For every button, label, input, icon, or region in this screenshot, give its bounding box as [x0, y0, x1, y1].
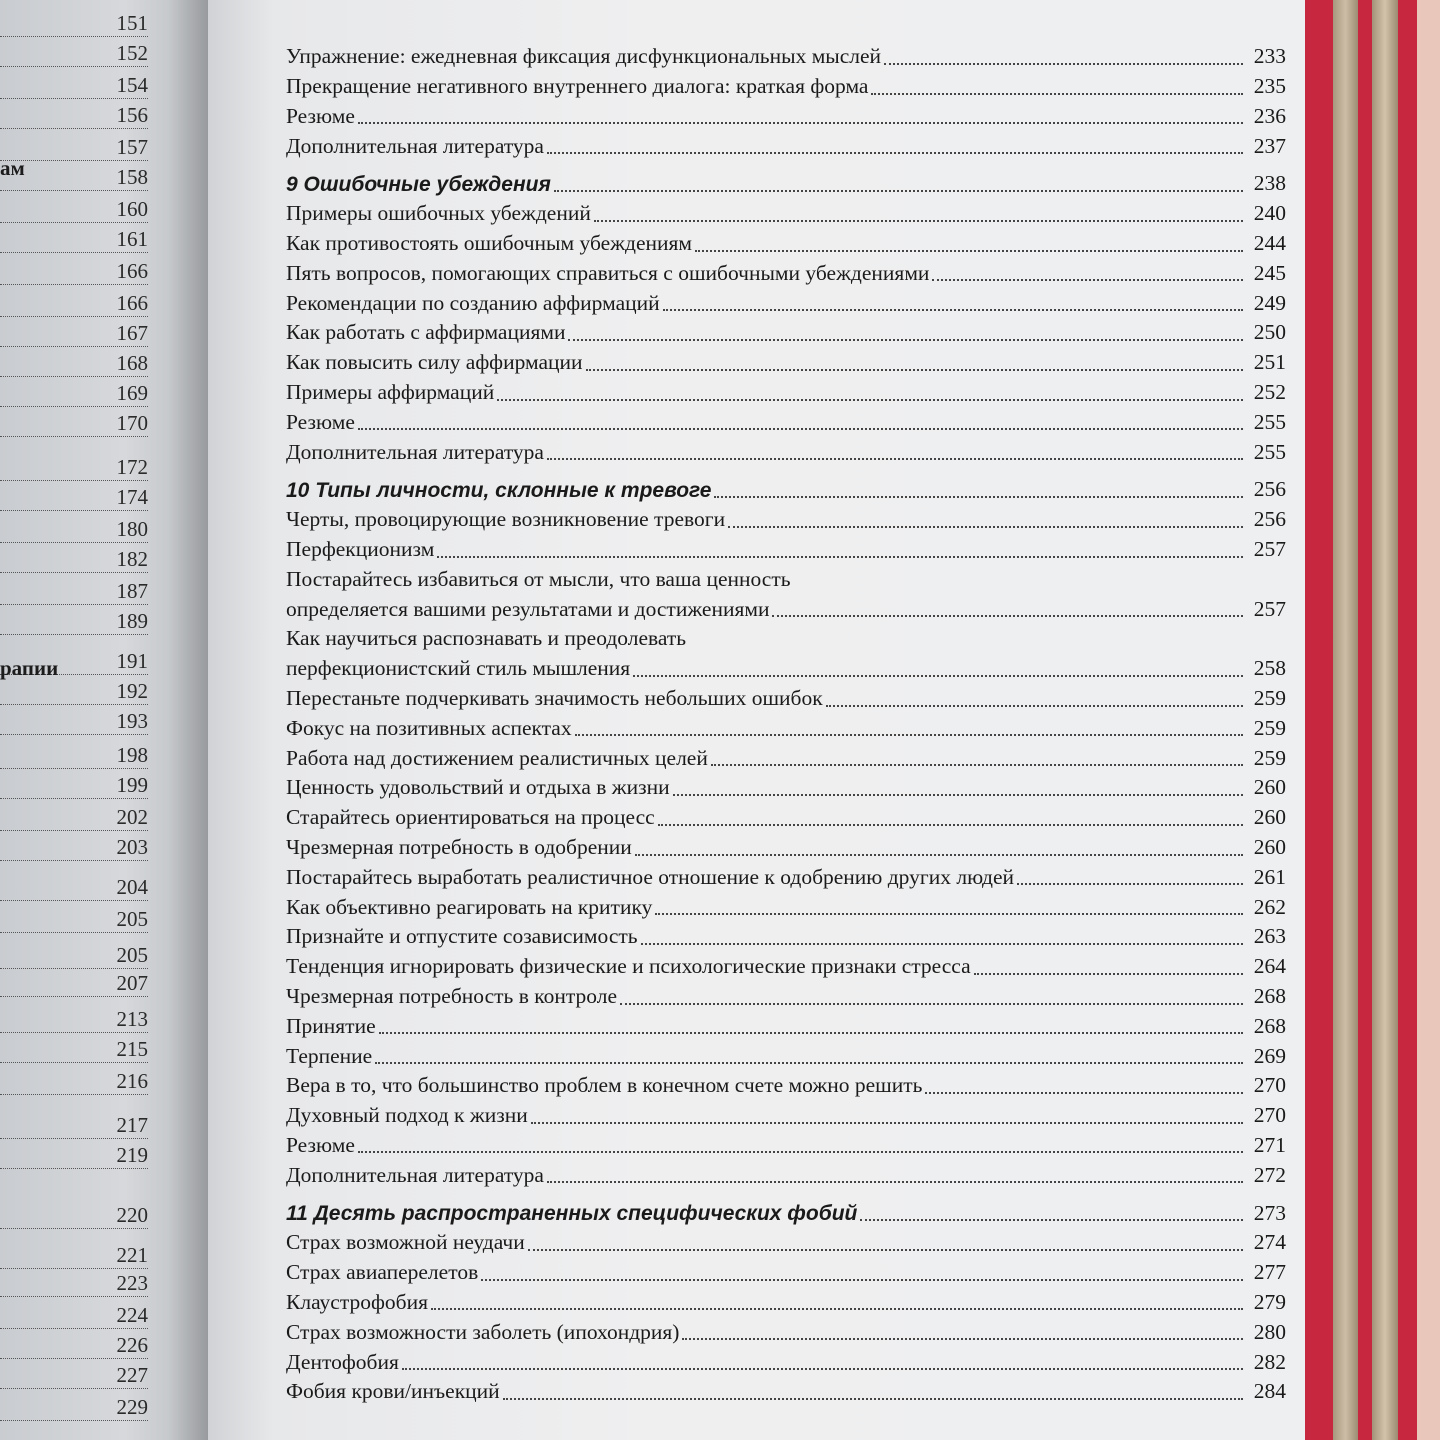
toc-entry-title: Принятие [286, 1013, 376, 1038]
toc-page-number: 277 [1253, 1260, 1286, 1285]
toc-entry-title: Старайтесь ориентироваться на процесс [286, 805, 655, 830]
toc-page-number: 236 [1253, 103, 1286, 128]
previous-page-entry [0, 1330, 148, 1359]
toc-entry-title: Ценность удовольствий и отдыха в жизни [286, 775, 670, 800]
toc-entry [286, 1254, 1286, 1284]
previous-page-entry [0, 1066, 148, 1095]
toc-entry [286, 38, 1286, 68]
toc-entry [286, 433, 1286, 463]
toc-dot-leader [772, 615, 1243, 617]
toc-page-number: 258 [1253, 656, 1286, 681]
toc-entry-title: Упражнение: ежедневная фиксация дисфункциональных мыслей [286, 44, 882, 69]
toc-entry [286, 799, 1286, 829]
toc-entry [286, 769, 1286, 799]
toc-entry-title: Вера в то, что большинство проблем в конечном счете можно решить [286, 1073, 923, 1098]
toc-entry [286, 888, 1286, 918]
toc-entry-title: Терпение [286, 1043, 373, 1068]
toc-entry [286, 314, 1286, 344]
toc-entry-title: Работа над достижением реалистичных целей [286, 745, 708, 770]
toc-page-number: 271 [1253, 1132, 1286, 1157]
toc-entry [286, 531, 1286, 561]
toc-entry-title: 9 Ошибочные убеждения [286, 172, 551, 196]
toc-page-number: 255 [1253, 439, 1286, 464]
toc-dot-leader [547, 1181, 1243, 1183]
previous-page-number: 158 [116, 165, 148, 189]
toc-dot-leader [554, 190, 1243, 192]
toc-entry-title: Прекращение негативного внутреннего диалога: краткая форма [286, 74, 869, 99]
toc-entry [286, 620, 1286, 650]
toc-page-number: 244 [1253, 231, 1286, 256]
previous-page-number: 204 [116, 875, 148, 899]
toc-entry [286, 404, 1286, 434]
previous-page-fragment: ам [0, 156, 25, 180]
toc-entry [286, 98, 1286, 128]
toc-page-number: 260 [1253, 805, 1286, 830]
previous-page-entry [0, 378, 148, 407]
previous-page-entry [0, 968, 148, 997]
toc-page-number: 255 [1253, 409, 1286, 434]
previous-page-number: 202 [116, 805, 148, 829]
toc-dot-leader [431, 1308, 1243, 1310]
toc-entry-title: 11 Десять распространенных специфических фобий [286, 1202, 858, 1226]
toc-page-number: 260 [1253, 775, 1286, 800]
toc-page-number: 268 [1253, 984, 1286, 1008]
toc-entry [286, 1373, 1286, 1403]
previous-page-number: 180 [116, 517, 148, 541]
gold-stripe [1372, 0, 1398, 1440]
previous-page-number: 156 [116, 103, 148, 127]
toc-entry [286, 650, 1286, 680]
toc-page-number: 280 [1253, 1319, 1286, 1344]
previous-page-number: 152 [116, 41, 148, 65]
toc-dot-leader [663, 309, 1243, 311]
previous-page-entry [0, 482, 148, 511]
previous-page-number: 151 [116, 11, 148, 35]
previous-page-number: 166 [116, 291, 148, 315]
toc-page-number: 240 [1253, 201, 1286, 226]
previous-page-number: 213 [116, 1007, 148, 1031]
blush-stripe [1417, 0, 1440, 1440]
previous-page-number: 227 [116, 1363, 148, 1387]
toc-entry-title: Как научиться распознавать и преодолевать [286, 626, 687, 651]
toc-entry [286, 1224, 1286, 1254]
toc-page-number: 251 [1253, 350, 1286, 375]
toc-page-number: 270 [1253, 1103, 1286, 1128]
toc-entry [286, 1313, 1286, 1343]
toc-list [286, 38, 1286, 1403]
toc-page-number: 264 [1253, 954, 1286, 979]
previous-page-number: 226 [116, 1333, 148, 1357]
previous-page-number: 168 [116, 351, 148, 375]
toc-entry-title: 10 Типы личности, склонные к тревоге [286, 478, 712, 502]
toc-entry-title: Как работать с аффирмациями [286, 320, 566, 345]
toc-entry [286, 1156, 1286, 1186]
toc-entry [286, 127, 1286, 157]
red-stripe [1358, 0, 1372, 1440]
previous-page-number: 154 [116, 73, 148, 97]
previous-page [0, 0, 208, 1440]
toc-dot-leader [586, 369, 1243, 371]
toc-dot-leader [497, 399, 1243, 401]
toc-entry [286, 344, 1286, 374]
previous-page-number: 205 [116, 943, 148, 967]
previous-page-entry [0, 872, 148, 901]
toc-entry [286, 918, 1286, 948]
previous-page-entry [0, 224, 148, 253]
previous-page-entry [0, 408, 148, 437]
toc-page-number: 268 [1253, 1013, 1286, 1038]
toc-entry [286, 1067, 1286, 1097]
previous-page-entry [0, 70, 148, 99]
toc-dot-leader [594, 220, 1243, 222]
previous-page-number: 215 [116, 1037, 148, 1061]
toc-page-number: 235 [1253, 74, 1286, 99]
previous-page-entry [0, 706, 148, 735]
previous-page-entry [0, 940, 148, 969]
toc-dot-leader [375, 1062, 1243, 1064]
previous-page-number: 224 [116, 1303, 148, 1327]
toc-entry-title: Как объективно реагировать на критику [286, 894, 653, 919]
previous-page-entry [0, 8, 148, 37]
previous-page-number: 187 [116, 579, 148, 603]
toc-entry-title: Перфекционизм [286, 537, 435, 562]
toc-entry-title: определяется вашими результатами и достижениями [286, 596, 770, 621]
toc-entry [286, 374, 1286, 404]
toc-dot-leader [925, 1092, 1243, 1094]
toc-entry [286, 255, 1286, 285]
toc-entry [286, 978, 1286, 1008]
toc-dot-leader [620, 1003, 1243, 1005]
toc-page-number: 252 [1253, 380, 1286, 405]
previous-page-number: 160 [116, 197, 148, 221]
toc-entry-title: Дополнительная литература [286, 1162, 544, 1187]
previous-page-number: 198 [116, 743, 148, 767]
previous-page-entry [0, 1300, 148, 1329]
previous-page-number: 221 [116, 1243, 148, 1267]
toc-page-number: 245 [1253, 260, 1286, 285]
previous-page-entry [0, 1004, 148, 1033]
toc-page-number: 272 [1253, 1162, 1286, 1187]
previous-page-number: 174 [116, 485, 148, 509]
previous-page-entry [0, 740, 148, 769]
table-of-contents-page [208, 0, 1305, 1440]
previous-page-number: 170 [116, 411, 148, 435]
toc-entry [286, 195, 1286, 225]
toc-dot-leader [860, 1219, 1243, 1221]
toc-chapter-heading [286, 1194, 1286, 1224]
previous-page-entry [0, 1110, 148, 1139]
toc-entry-title: Резюме [286, 409, 355, 434]
previous-page-entry [0, 606, 148, 635]
previous-page-number: 229 [116, 1395, 148, 1419]
previous-page-entry [0, 38, 148, 67]
previous-page-number: 220 [116, 1203, 148, 1227]
toc-entry-title: Постарайтесь выработать реалистичное отношение к одобрению других людей [286, 864, 1015, 889]
previous-page-fragment: рапии [0, 656, 59, 680]
toc-entry-title: Пять вопросов, помогающих справиться с ошибочными убеждениями [286, 260, 930, 285]
toc-entry [286, 1008, 1286, 1038]
toc-entry [286, 680, 1286, 710]
toc-page-number: 262 [1253, 894, 1286, 919]
toc-entry-title: Страх возможности заболеть (ипохондрия) [286, 1319, 680, 1344]
toc-entry-title: Примеры аффирмаций [286, 380, 495, 405]
toc-dot-leader [932, 279, 1243, 281]
toc-dot-leader [728, 526, 1243, 528]
toc-entry-title: Как повысить силу аффирмации [286, 350, 583, 375]
toc-entry-title: Фокус на позитивных аспектах [286, 715, 572, 740]
book-cover-edge [1305, 0, 1440, 1440]
previous-page-entry [0, 544, 148, 573]
toc-entry-title: Страх возможной неудачи [286, 1230, 525, 1255]
toc-page-number: 259 [1253, 715, 1286, 740]
toc-entry-title: Резюме [286, 103, 355, 128]
previous-page-entry [0, 1034, 148, 1063]
toc-entry-title: Резюме [286, 1132, 355, 1157]
previous-page-number: 223 [116, 1271, 148, 1295]
previous-page-entry [0, 904, 148, 933]
previous-page-entry [0, 348, 148, 377]
toc-dot-leader [633, 675, 1243, 677]
previous-page-number: 199 [116, 773, 148, 797]
toc-entry-title: Признайте и отпустите созависимость [286, 924, 638, 949]
previous-page-entry [0, 1240, 148, 1269]
toc-page-number: 274 [1253, 1230, 1286, 1255]
toc-page-number: 260 [1253, 835, 1286, 860]
toc-entry [286, 1343, 1286, 1373]
toc-page-number: 259 [1253, 686, 1286, 711]
toc-entry-title: Клаустрофобия [286, 1289, 428, 1314]
toc-page-number: 273 [1253, 1200, 1286, 1225]
previous-page-entry [0, 1268, 148, 1297]
toc-entry-title: Рекомендации по созданию аффирмаций [286, 290, 660, 315]
toc-page-number: 233 [1253, 44, 1286, 69]
toc-dot-leader [714, 496, 1243, 498]
toc-dot-leader [358, 428, 1243, 430]
toc-entry-title: Перестаньте подчеркивать значимость небольших ошибок [286, 686, 823, 711]
toc-page-number: 263 [1253, 924, 1286, 949]
toc-dot-leader [379, 1032, 1243, 1034]
toc-entry [286, 1284, 1286, 1314]
toc-entry [286, 284, 1286, 314]
toc-dot-leader [641, 943, 1243, 945]
toc-page-number: 282 [1253, 1349, 1286, 1374]
previous-page-number: 207 [116, 971, 148, 995]
toc-entry-title: Духовный подход к жизни [286, 1103, 528, 1128]
toc-dot-leader [531, 1122, 1243, 1124]
toc-dot-leader [711, 764, 1243, 766]
previous-page-number: 203 [116, 835, 148, 859]
previous-page-number: 167 [116, 321, 148, 345]
previous-page-entry [0, 194, 148, 223]
toc-entry-title: Как противостоять ошибочным убеждениям [286, 231, 692, 256]
previous-page-number: 191 [116, 649, 148, 673]
toc-page-number: 279 [1253, 1289, 1286, 1314]
toc-entry-title: Черты, провоцирующие возникновение тревоги [286, 507, 726, 532]
previous-page-entry [0, 1140, 148, 1169]
toc-dot-leader [974, 973, 1243, 975]
previous-page-number: 166 [116, 259, 148, 283]
toc-dot-leader [503, 1398, 1243, 1400]
toc-page-number: 259 [1253, 745, 1286, 770]
toc-page-number: 238 [1253, 171, 1286, 196]
toc-dot-leader [884, 63, 1243, 65]
previous-page-entry [0, 832, 148, 861]
toc-entry [286, 710, 1286, 740]
toc-page-number: 284 [1253, 1379, 1286, 1404]
previous-page-number: 169 [116, 381, 148, 405]
previous-page-number: 205 [116, 907, 148, 931]
previous-page-entry [0, 256, 148, 285]
toc-chapter-heading [286, 165, 1286, 195]
previous-page-entry [0, 100, 148, 129]
toc-page-number: 249 [1253, 290, 1286, 315]
toc-entry [286, 561, 1286, 591]
previous-page-number: 217 [116, 1113, 148, 1137]
toc-entry-title: Чрезмерная потребность в контроле [286, 984, 617, 1008]
previous-page-entry [0, 1360, 148, 1389]
previous-page-entry [0, 1392, 148, 1421]
toc-entry [286, 1127, 1286, 1157]
toc-entry [286, 590, 1286, 620]
toc-entry-title: перфекционистский стиль мышления [286, 656, 631, 681]
previous-page-number: 193 [116, 709, 148, 733]
toc-dot-leader [682, 1338, 1243, 1340]
previous-page-entry [0, 770, 148, 799]
toc-entry-title: Фобия крови/инъекций [286, 1379, 500, 1404]
toc-entry [286, 225, 1286, 255]
toc-entry [286, 739, 1286, 769]
previous-page-entry [0, 576, 148, 605]
toc-dot-leader [402, 1368, 1243, 1370]
toc-entry-title: Чрезмерная потребность в одобрении [286, 835, 632, 860]
toc-page-number: 257 [1253, 596, 1286, 621]
previous-page-number: 172 [116, 455, 148, 479]
toc-dot-leader [695, 250, 1243, 252]
toc-dot-leader [826, 705, 1243, 707]
toc-dot-leader [635, 854, 1243, 856]
toc-dot-leader [575, 734, 1243, 736]
toc-entry [286, 859, 1286, 889]
previous-page-number: 192 [116, 679, 148, 703]
toc-entry [286, 948, 1286, 978]
toc-dot-leader [655, 913, 1243, 915]
toc-entry [286, 68, 1286, 98]
previous-page-entry [0, 318, 148, 347]
previous-page-number: 189 [116, 609, 148, 633]
previous-page-number: 219 [116, 1143, 148, 1167]
toc-entry-title: Страх авиаперелетов [286, 1260, 479, 1285]
toc-dot-leader [658, 824, 1243, 826]
toc-page-number: 269 [1253, 1043, 1286, 1068]
toc-dot-leader [437, 556, 1243, 558]
toc-dot-leader [481, 1279, 1243, 1281]
red-stripe [1305, 0, 1333, 1440]
toc-page-number: 261 [1253, 864, 1286, 889]
toc-entry-title: Постарайтесь избавиться от мысли, что ваша ценность [286, 566, 791, 591]
toc-page-number: 250 [1253, 320, 1286, 345]
toc-entry-title: Дентофобия [286, 1349, 399, 1374]
toc-entry [286, 501, 1286, 531]
previous-page-entry [0, 1200, 148, 1229]
toc-chapter-heading [286, 471, 1286, 501]
toc-page-number: 237 [1253, 133, 1286, 158]
previous-page-number: 182 [116, 547, 148, 571]
toc-entry-title: Примеры ошибочных убеждений [286, 201, 591, 226]
toc-dot-leader [547, 458, 1243, 460]
toc-dot-leader [358, 122, 1243, 124]
toc-entry-title: Дополнительная литература [286, 133, 544, 158]
toc-page-number: 270 [1253, 1073, 1286, 1098]
toc-entry [286, 1037, 1286, 1067]
page-gutter-shadow [168, 0, 208, 1440]
previous-page-number: 161 [116, 227, 148, 251]
previous-page-entry [0, 802, 148, 831]
toc-dot-leader [547, 152, 1243, 154]
previous-page-number: 157 [116, 135, 148, 159]
previous-page-entry [0, 288, 148, 317]
previous-page-entry [0, 452, 148, 481]
toc-dot-leader [358, 1151, 1243, 1153]
toc-dot-leader [1017, 883, 1243, 885]
toc-dot-leader [528, 1249, 1243, 1251]
toc-entry-title: Дополнительная литература [286, 439, 544, 464]
toc-dot-leader [568, 339, 1243, 341]
toc-page-number: 256 [1253, 477, 1286, 502]
toc-entry-title: Тенденция игнорировать физические и психологические признаки стресса [286, 954, 971, 979]
gold-stripe [1333, 0, 1358, 1440]
toc-page-number: 257 [1253, 537, 1286, 562]
red-stripe [1398, 0, 1417, 1440]
previous-page-number: 216 [116, 1069, 148, 1093]
toc-page-number: 256 [1253, 507, 1286, 532]
previous-page-entry [0, 514, 148, 543]
toc-entry [286, 1097, 1286, 1127]
toc-dot-leader [673, 794, 1243, 796]
toc-entry [286, 829, 1286, 859]
toc-dot-leader [871, 93, 1243, 95]
